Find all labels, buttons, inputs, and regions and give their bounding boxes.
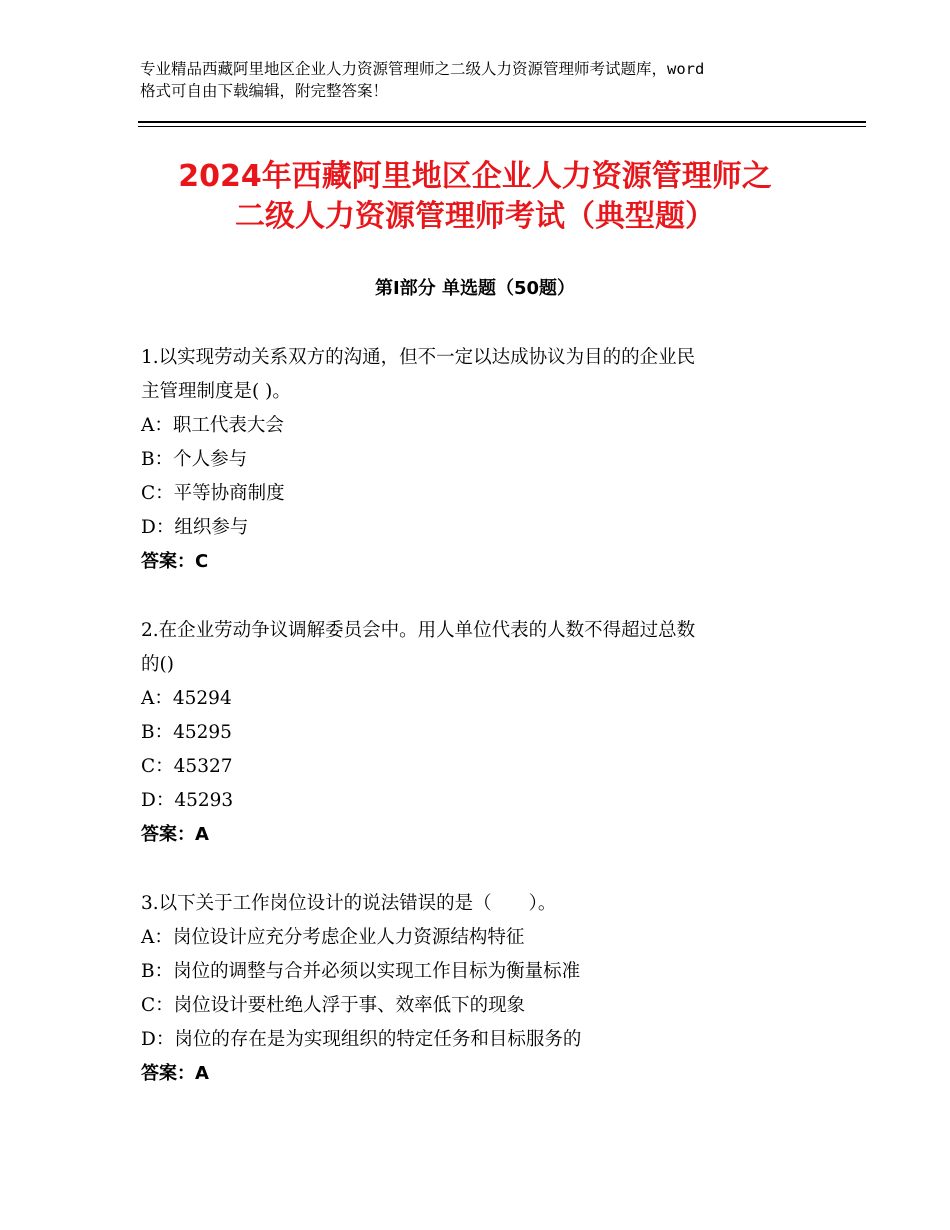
question-1 — [141, 341, 821, 579]
option-d: D：岗位的存在是为实现组织的特定任务和目标服务的 — [141, 1029, 582, 1050]
section-title: 第Ⅰ部分 单选题（50题） — [374, 278, 575, 299]
header-rule-thin — [138, 126, 866, 127]
header-rule-thick — [138, 121, 866, 123]
option-c: C：45327 — [141, 756, 233, 777]
question-stem-line: 1.以实现劳动关系双方的沟通，但不一定以达成协议为目的的企业民 — [141, 347, 696, 368]
question-stem — [141, 614, 821, 682]
header-note — [140, 58, 830, 102]
question-stem — [141, 341, 821, 409]
document-title-line-2: 二级人力资源管理师考试（典型题） — [235, 199, 715, 234]
header-note-line-2: 格式可自由下载编辑，附完整答案！ — [140, 82, 389, 100]
option-b: B：岗位的调整与合并必须以实现工作目标为衡量标准 — [141, 961, 581, 982]
document-title-line-1: 2024年西藏阿里地区企业人力资源管理师之 — [178, 159, 772, 194]
option-d: D：45293 — [141, 790, 234, 811]
option-c: C：平等协商制度 — [141, 483, 285, 504]
answer: 答案：A — [141, 824, 209, 845]
question-stem-line: 2.在企业劳动争议调解委员会中。用人单位代表的人数不得超过总数 — [141, 620, 696, 641]
question-3 — [141, 887, 821, 1091]
option-b: B：个人参与 — [141, 449, 248, 470]
question-stem-line: 的() — [141, 654, 174, 675]
option-a: A：职工代表大会 — [141, 415, 284, 436]
question-stem — [141, 887, 821, 921]
option-c: C：岗位设计要杜绝人浮于事、效率低下的现象 — [141, 995, 526, 1016]
option-a: A：45294 — [141, 688, 232, 709]
answer: 答案：A — [141, 1063, 209, 1084]
question-2 — [141, 614, 821, 852]
document-title — [100, 157, 850, 237]
header-note-line-1: 专业精品西藏阿里地区企业人力资源管理师之二级人力资源管理师考试题库，word — [140, 60, 705, 78]
option-d: D：组织参与 — [141, 517, 249, 538]
answer: 答案：C — [141, 551, 209, 572]
question-stem-line: 3.以下关于工作岗位设计的说法错误的是（ ）。 — [141, 893, 557, 914]
question-stem-line: 主管理制度是( )。 — [141, 381, 291, 402]
option-b: B：45295 — [141, 722, 232, 743]
option-a: A：岗位设计应充分考虑企业人力资源结构特征 — [141, 927, 525, 948]
